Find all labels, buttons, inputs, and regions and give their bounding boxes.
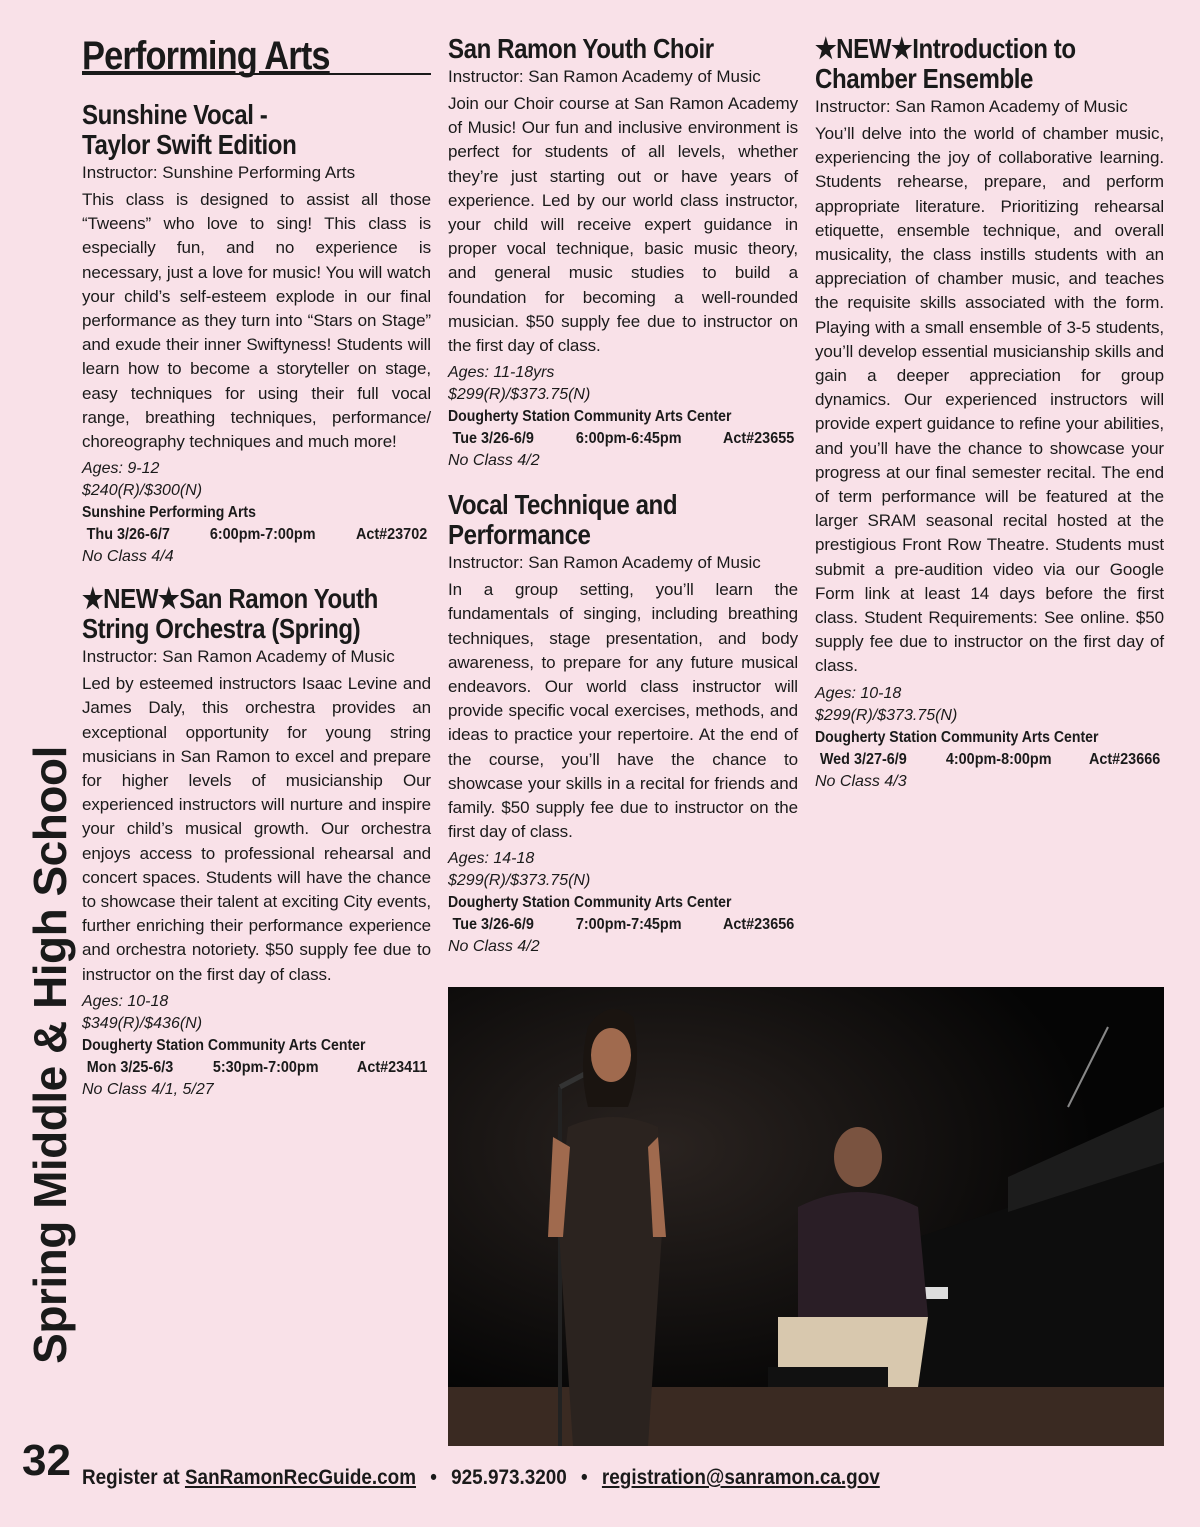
footer-phone[interactable]: 925.973.3200 — [451, 1466, 567, 1489]
course-youth-choir — [448, 34, 798, 472]
course-activity-number[interactable]: Act#23411 — [356, 1058, 428, 1076]
course-title — [82, 100, 382, 160]
course-schedule — [815, 749, 1164, 771]
course-description: Join our Choir course at San Ramon Academy of Music! Our fun and inclusive environment is perfect for students of all levels, whether they’re just starting out or have years of experience. Led by our world class instructor, your child will receive expert guidance in proper vocal technique, basic music theory, and general music studies to build a foundation for becoming a well-rounded musician. $50 supply fee due to instructor on the first day of class. — [448, 94, 798, 356]
course-ages: Ages: 9-12 — [82, 460, 160, 478]
course-time: 6:00pm-6:45pm — [575, 430, 682, 448]
course-activity-number[interactable]: Act#23666 — [1088, 750, 1161, 768]
course-time: 7:00pm-7:45pm — [575, 916, 682, 934]
performance-illustration — [448, 987, 1164, 1446]
course-title: San Ramon Youth Choir — [448, 33, 714, 64]
course-schedule — [82, 1057, 431, 1079]
pianist-head — [834, 1127, 882, 1187]
course-location: Sunshine Performing Arts — [82, 504, 256, 522]
course-description: You’ll delve into the world of chamber music, experiencing the joy of collaborative learning. Students rehearse, prepare, and perform appropriate literature. Prioritizing rehearsal etiquette, ensemble technique, and overall musicality, the class instills students with an appreciation of chamber music, and teaches the requisite skills associated with the form. Playing with a small ensemble of 3-5 students, you’ll develop essential musicianship skills and gain a deeper appreciation for group dynamics. Our experienced instructors will provide expert guidance to refine your abilities, and you’ll have the chance to showcase your progress at our final semester recital. The end of term performance will be featured at the larger SRAM seasonal recital hosted at the prestigious Front Row Theatre. Students must submit a pre-audition video via our Google Form link at least 14 days before the first class. Student Requirements: See online. $50 supply fee due to instructor on the first day of class. — [815, 124, 1164, 676]
course-title — [815, 34, 1115, 94]
course-location: Dougherty Station Community Arts Center — [448, 894, 732, 912]
course-no-class: No Class 4/4 — [82, 548, 174, 566]
singer-head — [591, 1028, 631, 1082]
section-title: Performing Arts — [82, 34, 330, 78]
course-days: Tue 3/26-6/9 — [452, 430, 534, 448]
column-right — [815, 34, 1164, 809]
course-instructor: Instructor: San Ramon Academy of Music — [448, 67, 761, 86]
course-days: Thu 3/26-6/7 — [86, 526, 170, 544]
course-title — [82, 584, 382, 644]
page-number: 32 — [22, 1436, 71, 1485]
course-title-line: Sunshine Vocal - — [82, 99, 268, 130]
course-sunshine-vocal — [82, 100, 431, 568]
side-section-label: Spring Middle & High School — [24, 746, 76, 1364]
course-location: Dougherty Station Community Arts Center — [815, 728, 1099, 746]
course-location: Dougherty Station Community Arts Center — [82, 1036, 366, 1054]
course-price: $299(R)/$373.75(N) — [815, 706, 958, 724]
course-time: 5:30pm-7:00pm — [212, 1058, 319, 1076]
course-ages: Ages: 11-18yrs — [448, 364, 555, 382]
course-days: Wed 3/27-6/9 — [819, 750, 907, 768]
course-chamber-ensemble — [815, 34, 1164, 793]
course-schedule — [82, 524, 431, 546]
course-description: This class is designed to assist all those “Tweens” who love to sing! This class is especially fun, and no experience is necessary, just a love for music! You will watch your child’s self-esteem explode in our final performance as they turn into “Stars on Stage” and exude their inner Swiftyness! Students will learn how to become a storyteller on stage, easy techniques for using their full vocal range, breathing techniques, performance/ choreography techniques and much more! — [82, 190, 431, 452]
course-time: 4:00pm-8:00pm — [945, 750, 1052, 768]
column-middle — [448, 34, 798, 974]
course-no-class: No Class 4/3 — [815, 772, 907, 790]
course-title-line: Performance — [448, 519, 591, 551]
course-ages: Ages: 10-18 — [815, 684, 902, 702]
course-instructor: Instructor: San Ramon Academy of Music — [815, 97, 1128, 116]
footer-register-label: Register at — [82, 1466, 180, 1489]
course-price: $299(R)/$373.75(N) — [448, 872, 591, 890]
course-title-line: ★NEW★San Ramon Youth — [82, 583, 378, 615]
course-instructor: Instructor: Sunshine Performing Arts — [82, 163, 356, 182]
footer-separator: • — [430, 1466, 437, 1489]
course-title-line: Taylor Swift Edition — [82, 129, 297, 160]
footer-website-link[interactable]: SanRamonRecGuide.com — [184, 1466, 417, 1489]
footer-email-link[interactable]: registration@sanramon.ca.gov — [601, 1466, 880, 1489]
course-no-class: No Class 4/2 — [448, 938, 540, 956]
course-title-line: String Orchestra (Spring) — [82, 613, 361, 645]
course-instructor: Instructor: San Ramon Academy of Music — [448, 553, 761, 573]
column-left — [82, 34, 431, 1117]
course-no-class: No Class 4/1, 5/27 — [82, 1080, 214, 1098]
course-title-line: Vocal Technique and — [448, 489, 678, 521]
course-activity-number[interactable]: Act#23655 — [722, 430, 795, 448]
course-description: Led by esteemed instructors Isaac Levine and James Daly, this orchestra provides an exceptional opportunity for young string musicians in San Ramon to excel and prepare for higher levels of musicianship Our experienced instructors will nurture and inspire your child’s musical growth. Our orchestra enjoys access to professional rehearsal and concert spaces. Students will have the chance to showcase their talent at exciting City events, further enriching their performance experience and orchestra notoriety. $50 supply fee due to instructor on the first day of class. — [82, 674, 431, 984]
singer-dress — [558, 1117, 663, 1446]
course-price: $240(R)/$300(N) — [82, 482, 203, 500]
course-schedule — [448, 428, 798, 450]
footer-separator: • — [581, 1466, 588, 1489]
course-activity-number[interactable]: Act#23656 — [722, 916, 795, 934]
course-days: Tue 3/26-6/9 — [452, 916, 534, 934]
course-location: Dougherty Station Community Arts Center — [448, 408, 732, 426]
course-youth-string-orchestra — [82, 584, 431, 1101]
course-time: 6:00pm-7:00pm — [210, 526, 316, 544]
course-price: $299(R)/$373.75(N) — [448, 386, 591, 404]
pianist-body — [798, 1192, 928, 1317]
course-activity-number[interactable]: Act#23702 — [355, 526, 428, 544]
performance-photo — [448, 987, 1164, 1446]
course-vocal-technique — [448, 490, 798, 958]
course-price: $349(R)/$436(N) — [82, 1014, 203, 1032]
course-description: In a group setting, you’ll learn the fundamentals of singing, including breathing techniques, stage presentation, and body awareness, to prepare for any future musical endeavors. Our world class instructor will provide specific vocal exercises, methods, and ideas to practice your repertoire. At the end of the course, you’ll have the chance to showcase your skills in a recital for friends and family. $50 supply fee due to instructor on the first day of class. — [448, 580, 798, 842]
course-title-line: ★NEW★Introduction to — [815, 33, 1076, 64]
course-ages: Ages: 14-18 — [448, 850, 535, 868]
piano-bench — [768, 1367, 888, 1387]
stage-floor — [448, 1387, 1164, 1446]
course-ages: Ages: 10-18 — [82, 992, 169, 1010]
course-title — [448, 490, 749, 550]
footer-register-line — [82, 1466, 880, 1490]
course-no-class: No Class 4/2 — [448, 452, 540, 470]
course-days: Mon 3/25-6/3 — [86, 1058, 174, 1076]
course-instructor: Instructor: San Ramon Academy of Music — [82, 647, 395, 667]
course-schedule — [448, 914, 798, 936]
course-title-line: Chamber Ensemble — [815, 63, 1033, 94]
